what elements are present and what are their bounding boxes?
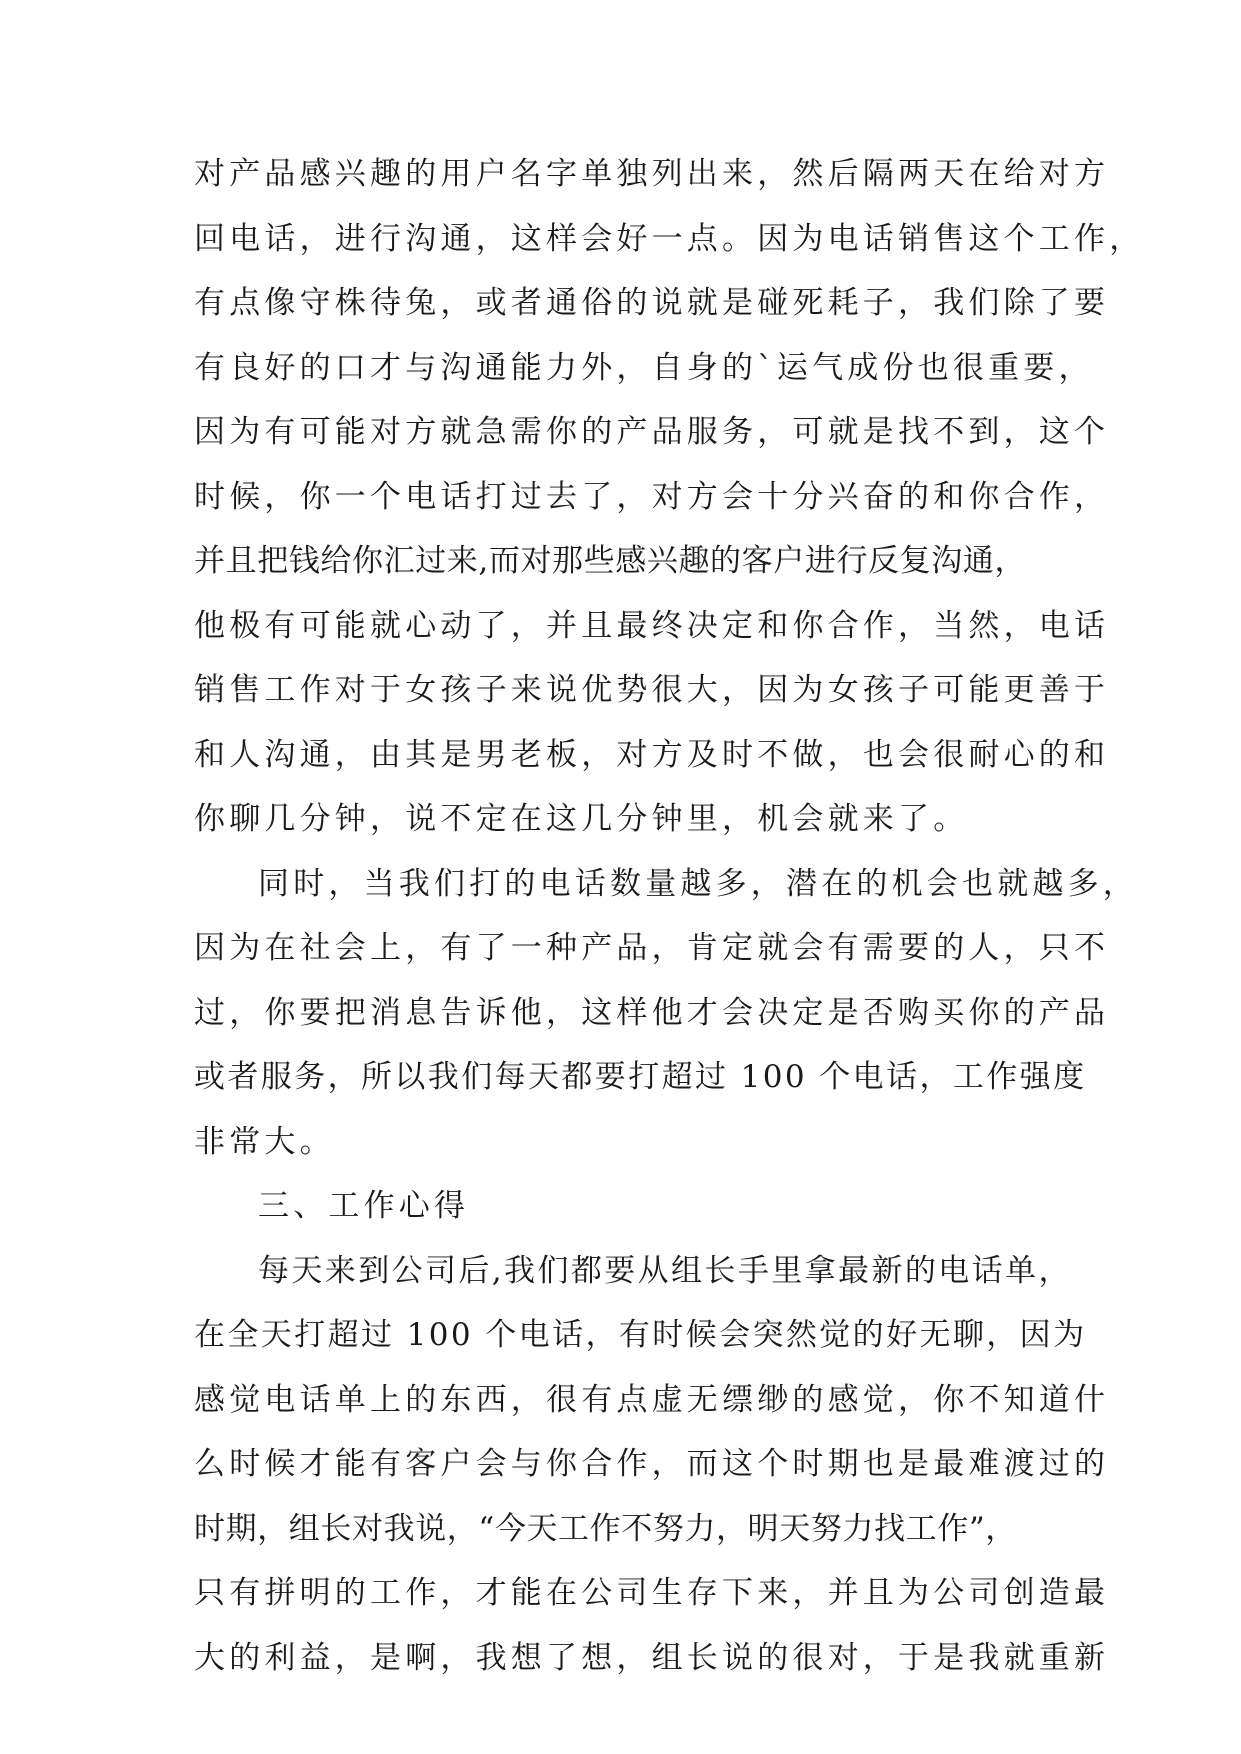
text-line: 有点像守株待兔，或者通俗的说就是碰死耗子，我们除了要 xyxy=(194,285,1110,321)
text-line: 他极有可能就心动了，并且最终决定和你合作，当然，电话 xyxy=(194,607,1110,644)
text-line: 非常大。 xyxy=(194,1123,335,1160)
section-heading: 三、工作心得 xyxy=(258,1188,470,1224)
text-line: 销售工作对于女孩子来说优势很大，因为女孩子可能更善于 xyxy=(194,672,1110,708)
text-line: 因为在社会上，有了一种产品，肯定就会有需要的人，只不 xyxy=(194,930,1110,966)
text-line: 有良好的口才与沟通能力外，自身的`运气成份也很重要， xyxy=(194,349,1094,386)
text-line: 或者服务，所以我们每天都要打超过 100 个电话，工作强度 xyxy=(194,1059,1087,1095)
text-line: 么时候才能有客户会与你合作，而这个时期也是最难渡过的 xyxy=(194,1446,1110,1482)
text-line: 并且把钱给你汇过来,而对那些感兴趣的客户进行反复沟通， xyxy=(194,543,1027,579)
text-line: 对产品感兴趣的用户名字单独列出来，然后隔两天在给对方 xyxy=(194,156,1110,192)
text-line: 回电话，进行沟通，这样会好一点。因为电话销售这个工作， xyxy=(194,220,1145,257)
text-line: 感觉电话单上的东西，很有点虚无缥缈的感觉，你不知道什 xyxy=(194,1381,1110,1418)
document-body xyxy=(194,142,1145,1690)
text-line: 因为有可能对方就急需你的产品服务，可就是找不到，这个 xyxy=(194,414,1110,450)
text-line: 时候，你一个电话打过去了，对方会十分兴奋的和你合作， xyxy=(194,478,1110,515)
text-line: 只有拼明的工作，才能在公司生存下来，并且为公司创造最 xyxy=(194,1575,1110,1611)
paragraph-first-line: 每天来到公司后,我们都要从组长手里拿最新的电话单， xyxy=(258,1252,1072,1289)
text-line: 大的利益，是啊，我想了想，组长说的很对，于是我就重新 xyxy=(194,1639,1110,1676)
text-line: 过，你要把消息告诉他，这样他才会决定是否购买你的产品 xyxy=(194,994,1110,1031)
text-line: 你聊几分钟，说不定在这几分钟里，机会就来了。 xyxy=(194,801,969,837)
text-line: 和人沟通，由其是男老板，对方及时不做，也会很耐心的和 xyxy=(194,736,1110,773)
text-line: 在全天打超过 100 个电话，有时候会突然觉的好无聊，因为 xyxy=(194,1317,1087,1353)
paragraph-first-line: 同时，当我们打的电话数量越多，潜在的机会也就越多， xyxy=(258,865,1138,902)
text-line: 时期，组长对我说，“今天工作不努力，明天努力找工作”， xyxy=(194,1510,1017,1547)
